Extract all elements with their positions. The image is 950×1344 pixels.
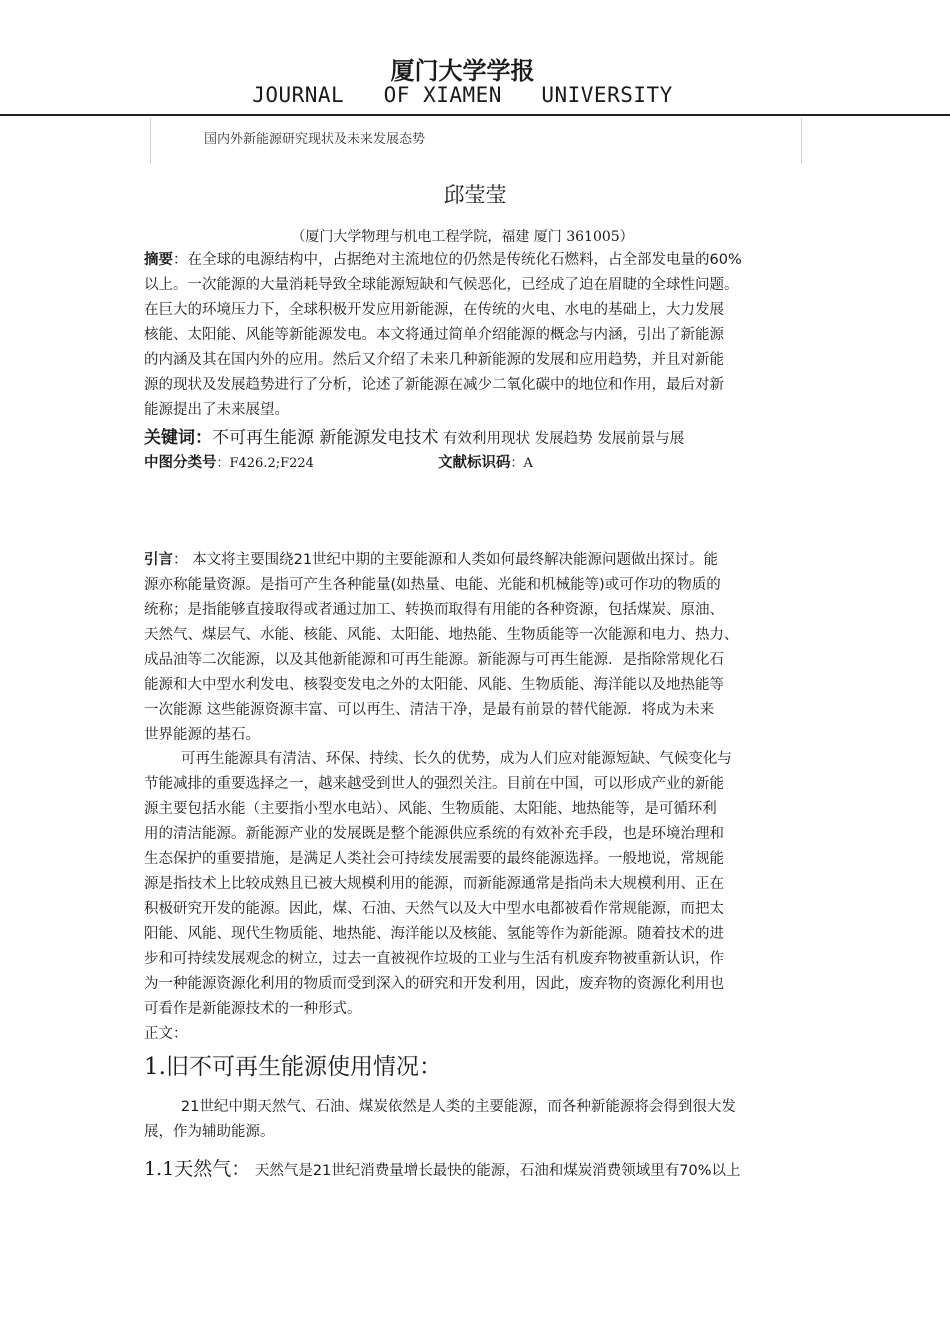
section-1-1-heading: 1.1天然气： <box>144 1158 251 1180</box>
section-1-1-text: 天然气是21世纪消费量增长最快的能源，石油和煤炭消费领域里有70%以上 <box>250 1163 741 1179</box>
section-1-line: 展，作为辅助能源。 <box>144 1124 275 1140</box>
keywords-label: 关键词： <box>144 428 212 448</box>
keywords-secondary: 有效利用现状 发展趋势 发展前景与展 <box>438 431 685 447</box>
keywords <box>144 423 684 448</box>
abstract-line: 核能、太阳能、风能等新能源发电。本文将通过简单介绍能源的概念与内涵，引出了新能源 <box>144 327 724 343</box>
classification-label: 中图分类号 <box>144 455 217 471</box>
introduction <box>144 548 824 748</box>
para-line: 可再生能源具有清洁、环保、持续、长久的优势，成为人们应对能源短缺、气候变化与 <box>144 751 732 767</box>
paragraph-renewables <box>144 747 824 1022</box>
abstract-line: 能源提出了未来展望。 <box>144 402 289 418</box>
abstract-line: 源的现状及发展趋势进行了分析，论述了新能源在减少二氧化碳中的地位和作用，最后对新 <box>144 377 724 393</box>
para-line: 可看作是新能源技术的一种形式。 <box>144 1001 362 1017</box>
classification-value: ：F426.2;F224 <box>216 456 314 471</box>
body-label: 正文： <box>144 1026 188 1042</box>
para-line: 用的清洁能源。新能源产业的发展既是整个能源供应系统的有效补充手段，也是环境治理和 <box>144 826 724 842</box>
intro-line: 世界能源的基石。 <box>144 727 260 743</box>
journal-title-en: JOURNAL OF XIAMEN UNIVERSITY <box>252 83 673 107</box>
abstract-line: 在巨大的环境压力下，全球积极开发应用新能源，在传统的火电、水电的基础上，大力发展 <box>144 302 724 318</box>
intro-line: 源亦称能量资源。是指可产生各种能量(如热量、电能、光能和机械能等)或可作功的物质的 <box>144 577 721 593</box>
affiliation: （厦门大学物理与机电工程学院，福建 厦门 361005） <box>291 229 634 245</box>
para-line: 步和可持续发展观念的树立，过去一直被视作垃圾的工业与生活有机废弃物被重新认识，作 <box>144 951 724 967</box>
section-1-1 <box>144 1154 741 1181</box>
intro-line: 成品油等二次能源，以及其他新能源和可再生能源。新能源与可再生能源．是指除常规化石 <box>144 652 724 668</box>
abstract <box>144 248 824 423</box>
para-line: 源是指技术上比较成熟且已被大规模利用的能源，而新能源通常是指尚未大规模利用、正在 <box>144 876 724 892</box>
intro-line: 一次能源 这些能源资源丰富、可以再生、清洁干净，是最有前景的替代能源．将成为未来 <box>144 702 715 718</box>
para-line: 源主要包括水能（主要指小型水电站）、风能、生物质能、太阳能、地热能等，是可循环利 <box>144 801 717 817</box>
para-line: 阳能、风能、现代生物质能、地热能、海洋能以及核能、氢能等作为新能源。随着技术的进 <box>144 926 724 942</box>
document-code <box>438 451 533 472</box>
classification <box>144 451 314 472</box>
journal-title-cn: 厦门大学学报 <box>390 57 535 85</box>
section-1-text <box>144 1095 824 1145</box>
intro-line: 天然气、煤层气、水能、核能、风能、太阳能、地热能、生物质能等一次能源和电力、热力、 <box>144 627 739 643</box>
intro-line: 能源和大中型水利发电、核裂变发电之外的太阳能、风能、生物质能、海洋能以及地热能等 <box>144 677 724 693</box>
section-1-heading: 1.旧不可再生能源使用情况： <box>144 1054 442 1080</box>
keywords-primary: 不可再生能源 新能源发电技术 <box>212 428 439 448</box>
para-line: 为一种能源资源化利用的物质而受到深入的研究和开发利用，因此，废弃物的资源化利用也 <box>144 976 724 992</box>
abstract-line: 的内涵及其在国内外的应用。然后又介绍了未来几种新能源的发展和应用趋势，并且对新能 <box>144 352 724 368</box>
intro-label: 引言 <box>144 552 173 568</box>
section-1-line: 21世纪中期天然气、石油、煤炭依然是人类的主要能源，而各种新能源将会得到很大发 <box>144 1099 736 1115</box>
para-line: 生态保护的重要措施，是满足人类社会可持续发展需要的最终能源选择。一般地说，常规能 <box>144 851 724 867</box>
abstract-line: ：在全球的电源结构中，占据绝对主流地位的仍然是传统化石燃料，占全部发电量的60% <box>173 252 742 268</box>
abstract-label: 摘要 <box>144 252 173 268</box>
abstract-line: 以上。一次能源的大量消耗导致全球能源短缺和气候恶化，已经成了迫在眉睫的全球性问题。 <box>144 277 739 293</box>
intro-line: 统称；是指能够直接取得或者通过加工、转换而取得有用能的各种资源，包括煤炭、原油、 <box>144 602 724 618</box>
para-line: 节能减排的重要选择之一，越来越受到世人的强烈关注。目前在中国，可以形成产业的新能 <box>144 776 724 792</box>
intro-line: ： 本文将主要围绕21世纪中期的主要能源和人类如何最终解决能源问题做出探讨。能 <box>173 552 719 568</box>
running-title: 国内外新能源研究现状及未来发展态势 <box>204 132 426 147</box>
header-rule <box>0 114 950 116</box>
doc-code-label: 文献标识码 <box>438 455 511 471</box>
author-name: 邱莹莹 <box>443 183 507 207</box>
doc-code-value: ：A <box>510 456 533 471</box>
para-line: 积极研究开发的能源。因此，煤、石油、天然气以及大中型水电都被看作常规能源，而把太 <box>144 901 724 917</box>
